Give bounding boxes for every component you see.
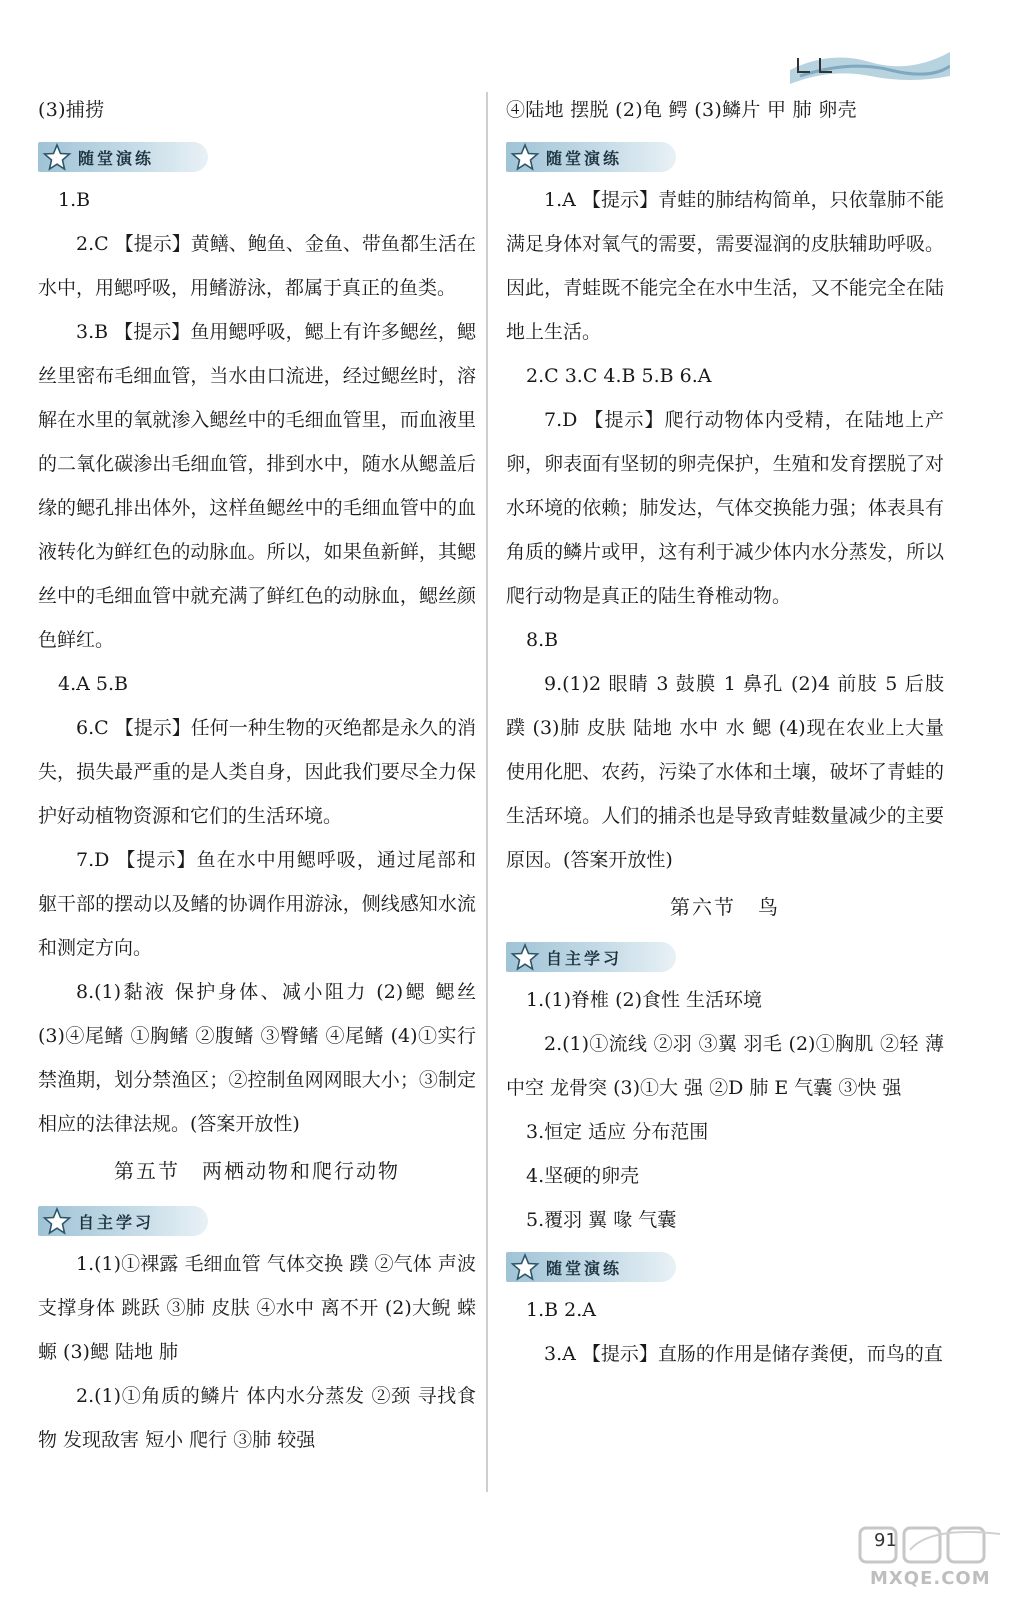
answer-item: 6.C 【提示】任何一种生物的灭绝都是永久的消失，损失最严重的是人类自身，因此我们要尽全力保护好动植物资源和它们的生活环境。 [38, 717, 476, 827]
answer-item: 2.C 【提示】黄鳝、鲍鱼、金鱼、带鱼都生活在水中，用鳃呼吸，用鳍游泳，都属于真正的鱼类。 [38, 233, 476, 299]
practice-badge [38, 142, 208, 172]
answer-item: 7.D 【提示】爬行动物体内受精，在陆地上产卵，卵表面有坚韧的卵壳保护，生殖和发育摆脱了对水环境的依赖；肺发达，气体交换能力强；体表具有角质的鳞片或甲，这有利于减少体内水分蒸发，所以爬行动物是真正的陆生脊椎动物。 [506, 409, 944, 607]
watermark-logo [850, 1520, 1020, 1600]
answer-item: 1.A 【提示】青蛙的肺结构简单，只依靠肺不能满足身体对氧气的需要，需要湿润的皮肤辅助呼吸。因此，青蛙既不能完全在水中生活，又不能完全在陆地上生活。 [506, 189, 944, 343]
left-column [38, 88, 476, 1462]
right-column [506, 88, 944, 1376]
watermark-icon [850, 1520, 1020, 1570]
answer-item: 1.B 2.A [526, 1299, 596, 1321]
answer-item: 3.B 【提示】鱼用鳃呼吸，鳃上有许多鳃丝，鳃丝里密布毛细血管，当水由口流进，经过鳃丝时，溶解在水里的氧就渗入鳃丝中的毛细血管里，而血液里的二氧化碳渗出毛细血管，排到水中，随水从鳃盖后缘的鳃孔排出体外，这样鱼鳃丝中的毛细血管中的血液转化为鲜红色的动脉血。所以，如果鱼新鲜，其鳃丝中的毛细血管中就充满了鲜红色的动脉血，鳃丝颜色鲜红。 [38, 321, 476, 651]
answer-item: 4.A 5.B [58, 673, 128, 695]
answer-item: 1.(1)①裸露 毛细血管 气体交换 蹼 ②气体 声波 支撑身体 跳跃 ③肺 皮肤 ④水中 离不开 (2)大鲵 蝾螈 (3)鳃 陆地 肺 [38, 1253, 476, 1363]
section-title: 第六节 鸟 [670, 895, 780, 919]
self-study-badge [506, 942, 676, 972]
badge-label: 随堂演练 [546, 148, 623, 168]
answer-line: (3)捕捞 [38, 99, 105, 121]
answer-item: 5.覆羽 翼 喙 气囊 [526, 1209, 677, 1231]
badge-label: 随堂演练 [546, 1258, 623, 1278]
section-title: 第五节 两栖动物和爬行动物 [114, 1159, 400, 1183]
badge-label: 随堂演练 [78, 148, 155, 168]
answer-item: 8.B [526, 629, 559, 651]
star-icon [42, 142, 72, 172]
answer-item: 3.恒定 适应 分布范围 [526, 1121, 709, 1143]
star-icon [42, 1206, 72, 1236]
star-icon [510, 142, 540, 172]
star-icon [510, 942, 540, 972]
answer-item: 8.(1)黏液 保护身体、减小阻力 (2)鳃 鳃丝 (3)④尾鳍 ①胸鳍 ②腹鳍 ③臀鳍 ④尾鳍 (4)①实行禁渔期，划分禁渔区；②控制鱼网网眼大小；③制定相应的法律法规。(答案开放性) [38, 981, 476, 1135]
practice-badge [506, 142, 676, 172]
answer-item: 2.C 3.C 4.B 5.B 6.A [526, 365, 712, 387]
column-divider [486, 92, 488, 1492]
answer-item: 1.B [58, 189, 91, 211]
answer-item: 2.(1)①角质的鳞片 体内水分蒸发 ②颈 寻找食物 发现敌害 短小 爬行 ③肺 较强 [38, 1385, 476, 1451]
badge-label: 自主学习 [546, 948, 623, 968]
watermark-text: MXQE.COM [870, 1568, 991, 1589]
self-study-badge [38, 1206, 208, 1236]
answer-item: 1.(1)脊椎 (2)食性 生活环境 [526, 989, 763, 1011]
answer-item: 4.坚硬的卵壳 [526, 1165, 640, 1187]
answer-line: ④陆地 摆脱 (2)龟 鳄 (3)鳞片 甲 肺 卵壳 [506, 99, 857, 121]
answer-item: 7.D 【提示】鱼在水中用鳃呼吸，通过尾部和躯干部的摆动以及鳍的协调作用游泳，侧线感知水流和测定方向。 [38, 849, 476, 959]
answer-item: 9.(1)2 眼睛 3 鼓膜 1 鼻孔 (2)4 前肢 5 后肢 蹼 (3)肺 皮肤 陆地 水中 水 鳃 (4)现在农业上大量使用化肥、农药，污染了水体和土壤，破坏了青蛙的生活环境。人们的捕杀也是导致青蛙数量减少的主要原因。(答案开放性) [506, 673, 944, 871]
answer-item: 2.(1)①流线 ②羽 ③翼 羽毛 (2)①胸肌 ②轻 薄 中空 龙骨突 (3)①大 强 ②D 肺 E 气囊 ③快 强 [506, 1033, 944, 1099]
page-number: 91 [874, 1530, 897, 1551]
star-icon [510, 1252, 540, 1282]
answer-item: 3.A 【提示】直肠的作用是储存粪便，而鸟的直 [544, 1343, 943, 1365]
practice-badge [506, 1252, 676, 1282]
badge-label: 自主学习 [78, 1212, 155, 1232]
